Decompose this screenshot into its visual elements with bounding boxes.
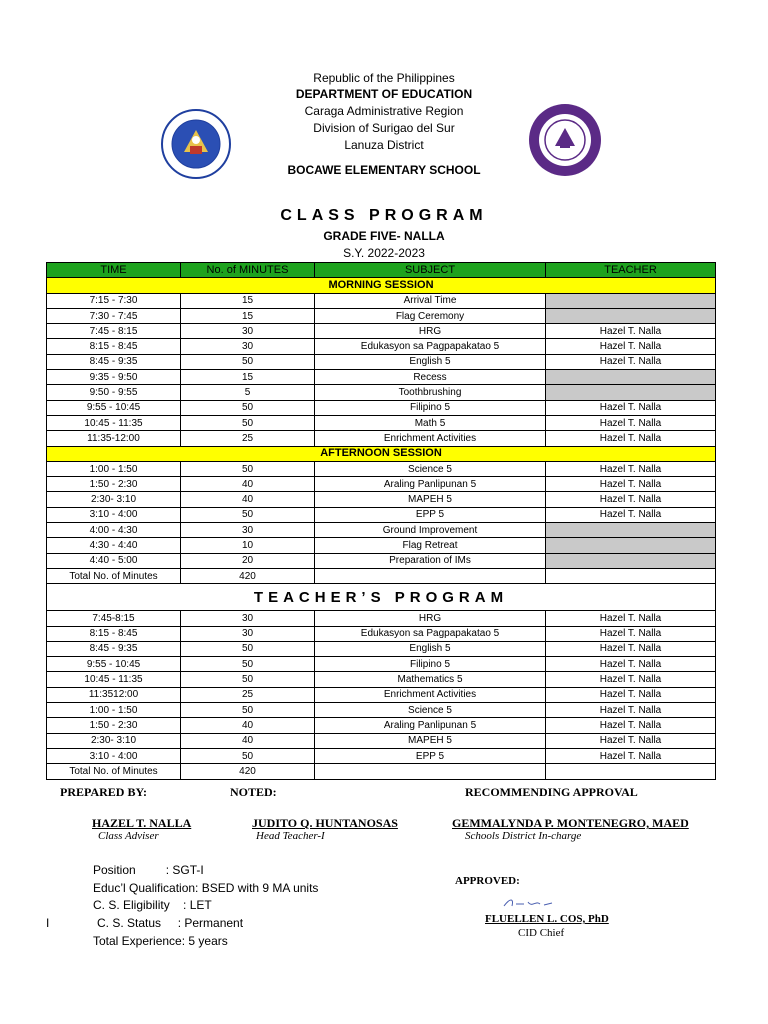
- school-seal-logo: [527, 102, 603, 178]
- time-cell: 10:45 - 11:35: [47, 415, 181, 430]
- detail-marker: I: [46, 916, 50, 930]
- time-cell: 11:35-12:00: [47, 431, 181, 446]
- afternoon-session-row: [47, 446, 716, 461]
- afternoon-session-label: AFTERNOON SESSION: [47, 446, 716, 461]
- detail-eligibility: C. S. Eligibility : LET: [93, 898, 212, 912]
- teacher-cell: Hazel T. Nalla: [546, 657, 716, 672]
- table-row: [47, 400, 716, 415]
- schedule-table: [46, 262, 716, 780]
- table-row: [47, 733, 716, 748]
- minutes-cell: 50: [181, 507, 315, 522]
- time-cell: 9:35 - 9:50: [47, 370, 181, 385]
- table-row: [47, 477, 716, 492]
- time-cell: 8:45 - 9:35: [47, 641, 181, 656]
- minutes-cell: 40: [181, 718, 315, 733]
- table-row: [47, 293, 716, 308]
- minutes-cell: 40: [181, 492, 315, 507]
- subject-cell: Arrival Time: [315, 293, 546, 308]
- minutes-cell: 10: [181, 538, 315, 553]
- time-cell: 3:10 - 4:00: [47, 507, 181, 522]
- class-total-row: [47, 568, 716, 583]
- table-row: [47, 672, 716, 687]
- time-cell: 8:15 - 8:45: [47, 626, 181, 641]
- detail-status: C. S. Status : Permanent: [97, 916, 244, 930]
- time-cell: 11:3512:00: [47, 687, 181, 702]
- grade-section: GRADE FIVE- NALLA: [323, 229, 445, 243]
- subject-cell: Araling Panlipunan 5: [315, 718, 546, 733]
- minutes-cell: 50: [181, 748, 315, 763]
- minutes-cell: 50: [181, 354, 315, 369]
- teacher-cell: Hazel T. Nalla: [546, 626, 716, 641]
- teacher-cell: Hazel T. Nalla: [546, 415, 716, 430]
- minutes-cell: 25: [181, 687, 315, 702]
- teacher-program-title: TEACHER’S PROGRAM: [47, 584, 716, 611]
- time-cell: 7:45-8:15: [47, 611, 181, 626]
- table-row: [47, 339, 716, 354]
- teacher-cell: Hazel T. Nalla: [546, 461, 716, 476]
- subject-cell: Enrichment Activities: [315, 431, 546, 446]
- table-row: [47, 431, 716, 446]
- table-row: [47, 523, 716, 538]
- subject-cell: MAPEH 5: [315, 492, 546, 507]
- time-cell: 2:30- 3:10: [47, 733, 181, 748]
- table-row: [47, 626, 716, 641]
- minutes-cell: 5: [181, 385, 315, 400]
- time-cell: 8:45 - 9:35: [47, 354, 181, 369]
- detail-position: Position : SGT-I: [93, 863, 204, 877]
- school-year: S.Y. 2022-2023: [343, 246, 425, 260]
- time-cell: 9:50 - 9:55: [47, 385, 181, 400]
- time-cell: 4:40 - 5:00: [47, 553, 181, 568]
- teacher-cell: Hazel T. Nalla: [546, 733, 716, 748]
- total-empty-subject: [315, 568, 546, 583]
- time-cell: 1:00 - 1:50: [47, 703, 181, 718]
- table-row: [47, 461, 716, 476]
- detail-experience: Total Experience: 5 years: [93, 934, 228, 948]
- teacher-total-row: [47, 764, 716, 779]
- header-division: Division of Surigao del Sur: [313, 121, 455, 135]
- time-cell: 7:45 - 8:15: [47, 324, 181, 339]
- subject-cell: Filipino 5: [315, 400, 546, 415]
- total-label: Total No. of Minutes: [47, 568, 181, 583]
- approved-label: APPROVED:: [455, 875, 520, 887]
- subject-cell: Science 5: [315, 703, 546, 718]
- teacher-cell: [546, 370, 716, 385]
- minutes-cell: 50: [181, 400, 315, 415]
- teacher-cell: Hazel T. Nalla: [546, 507, 716, 522]
- time-cell: 9:55 - 10:45: [47, 400, 181, 415]
- table-row: [47, 687, 716, 702]
- minutes-cell: 30: [181, 626, 315, 641]
- recommending-label: RECOMMENDING APPROVAL: [465, 785, 638, 799]
- subject-cell: Flag Ceremony: [315, 308, 546, 323]
- table-row: [47, 641, 716, 656]
- header-republic: Republic of the Philippines: [313, 71, 455, 85]
- subject-cell: Flag Retreat: [315, 538, 546, 553]
- table-row: [47, 657, 716, 672]
- subject-cell: Enrichment Activities: [315, 687, 546, 702]
- prepared-by-label: PREPARED BY:: [60, 785, 148, 799]
- minutes-cell: 20: [181, 553, 315, 568]
- total-label: Total No. of Minutes: [47, 764, 181, 779]
- morning-session-label: MORNING SESSION: [47, 278, 716, 293]
- teacher-cell: Hazel T. Nalla: [546, 703, 716, 718]
- column-header-subject: SUBJECT: [315, 263, 546, 278]
- subject-cell: Edukasyon sa Pagpapakatao 5: [315, 339, 546, 354]
- subject-cell: Math 5: [315, 415, 546, 430]
- time-cell: 4:00 - 4:30: [47, 523, 181, 538]
- teacher-cell: Hazel T. Nalla: [546, 672, 716, 687]
- table-row: [47, 538, 716, 553]
- deped-seal-logo: [160, 108, 232, 180]
- table-row: [47, 370, 716, 385]
- total-empty-teacher: [546, 568, 716, 583]
- detail-qualification: Educ’l Qualification: BSED with 9 MA units: [93, 881, 319, 895]
- subject-cell: Mathematics 5: [315, 672, 546, 687]
- header-school: BOCAWE ELEMENTARY SCHOOL: [287, 163, 481, 177]
- table-row: [47, 611, 716, 626]
- teacher-cell: Hazel T. Nalla: [546, 400, 716, 415]
- teacher-cell: Hazel T. Nalla: [546, 492, 716, 507]
- recommending-name: GEMMALYNDA P. MONTENEGRO, MAED: [452, 816, 689, 830]
- time-cell: 2:30- 3:10: [47, 492, 181, 507]
- minutes-cell: 30: [181, 324, 315, 339]
- signature-scribble-icon: [500, 896, 560, 912]
- time-cell: 8:15 - 8:45: [47, 339, 181, 354]
- header-region: Caraga Administrative Region: [304, 104, 464, 118]
- subject-cell: Araling Panlipunan 5: [315, 477, 546, 492]
- table-row: [47, 507, 716, 522]
- table-row: [47, 553, 716, 568]
- teacher-cell: [546, 385, 716, 400]
- teacher-cell: Hazel T. Nalla: [546, 748, 716, 763]
- time-cell: 10:45 - 11:35: [47, 672, 181, 687]
- subject-cell: English 5: [315, 641, 546, 656]
- subject-cell: EPP 5: [315, 748, 546, 763]
- recommending-title: Schools District In-charge: [465, 830, 582, 842]
- teacher-program-title-row: [47, 584, 716, 611]
- subject-cell: Ground Improvement: [315, 523, 546, 538]
- teacher-cell: Hazel T. Nalla: [546, 718, 716, 733]
- subject-cell: Filipino 5: [315, 657, 546, 672]
- table-row: [47, 385, 716, 400]
- minutes-cell: 50: [181, 672, 315, 687]
- teacher-cell: Hazel T. Nalla: [546, 641, 716, 656]
- teacher-cell: [546, 293, 716, 308]
- subject-cell: English 5: [315, 354, 546, 369]
- time-cell: 1:50 - 2:30: [47, 718, 181, 733]
- teacher-cell: Hazel T. Nalla: [546, 611, 716, 626]
- time-cell: 1:00 - 1:50: [47, 461, 181, 476]
- time-cell: 1:50 - 2:30: [47, 477, 181, 492]
- subject-cell: Preparation of IMs: [315, 553, 546, 568]
- table-row: [47, 703, 716, 718]
- minutes-cell: 15: [181, 293, 315, 308]
- teacher-cell: Hazel T. Nalla: [546, 339, 716, 354]
- noted-label: NOTED:: [230, 785, 277, 799]
- column-header-teacher: TEACHER: [546, 263, 716, 278]
- table-row: [47, 415, 716, 430]
- minutes-cell: 50: [181, 415, 315, 430]
- teacher-cell: Hazel T. Nalla: [546, 687, 716, 702]
- table-row: [47, 492, 716, 507]
- total-empty-teacher: [546, 764, 716, 779]
- header-district: Lanuza District: [344, 138, 424, 152]
- total-empty-subject: [315, 764, 546, 779]
- minutes-cell: 30: [181, 523, 315, 538]
- minutes-cell: 50: [181, 641, 315, 656]
- time-cell: 3:10 - 4:00: [47, 748, 181, 763]
- approved-title: CID Chief: [518, 927, 565, 939]
- total-minutes: 420: [181, 568, 315, 583]
- table-row: [47, 324, 716, 339]
- minutes-cell: 40: [181, 477, 315, 492]
- morning-session-row: [47, 278, 716, 293]
- table-row: [47, 748, 716, 763]
- total-minutes: 420: [181, 764, 315, 779]
- minutes-cell: 40: [181, 733, 315, 748]
- time-cell: 4:30 - 4:40: [47, 538, 181, 553]
- noted-title: Head Teacher-I: [256, 830, 325, 842]
- subject-cell: HRG: [315, 324, 546, 339]
- minutes-cell: 15: [181, 370, 315, 385]
- approved-name: FLUELLEN L. COS, PhD: [485, 913, 609, 925]
- subject-cell: Science 5: [315, 461, 546, 476]
- column-header-time: TIME: [47, 263, 181, 278]
- subject-cell: EPP 5: [315, 507, 546, 522]
- teacher-cell: Hazel T. Nalla: [546, 324, 716, 339]
- noted-name: JUDITO Q. HUNTANOSAS: [252, 816, 398, 830]
- teacher-cell: [546, 523, 716, 538]
- subject-cell: Toothbrushing: [315, 385, 546, 400]
- column-header-minutes: No. of MINUTES: [181, 263, 315, 278]
- time-cell: 7:15 - 7:30: [47, 293, 181, 308]
- time-cell: 7:30 - 7:45: [47, 308, 181, 323]
- teacher-cell: [546, 308, 716, 323]
- teacher-cell: [546, 538, 716, 553]
- teacher-cell: Hazel T. Nalla: [546, 354, 716, 369]
- subject-cell: Recess: [315, 370, 546, 385]
- minutes-cell: 25: [181, 431, 315, 446]
- minutes-cell: 15: [181, 308, 315, 323]
- minutes-cell: 50: [181, 703, 315, 718]
- class-program-title: CLASS PROGRAM: [280, 207, 488, 224]
- table-header-row: [47, 263, 716, 278]
- prepared-name: HAZEL T. NALLA: [92, 816, 192, 830]
- minutes-cell: 50: [181, 657, 315, 672]
- table-row: [47, 308, 716, 323]
- subject-cell: Edukasyon sa Pagpapakatao 5: [315, 626, 546, 641]
- teacher-cell: [546, 553, 716, 568]
- table-row: [47, 718, 716, 733]
- subject-cell: HRG: [315, 611, 546, 626]
- minutes-cell: 30: [181, 611, 315, 626]
- header-deped: DEPARTMENT OF EDUCATION: [295, 87, 473, 101]
- time-cell: 9:55 - 10:45: [47, 657, 181, 672]
- prepared-title: Class Adviser: [98, 830, 159, 842]
- teacher-cell: Hazel T. Nalla: [546, 477, 716, 492]
- minutes-cell: 30: [181, 339, 315, 354]
- table-row: [47, 354, 716, 369]
- minutes-cell: 50: [181, 461, 315, 476]
- teacher-cell: Hazel T. Nalla: [546, 431, 716, 446]
- subject-cell: MAPEH 5: [315, 733, 546, 748]
